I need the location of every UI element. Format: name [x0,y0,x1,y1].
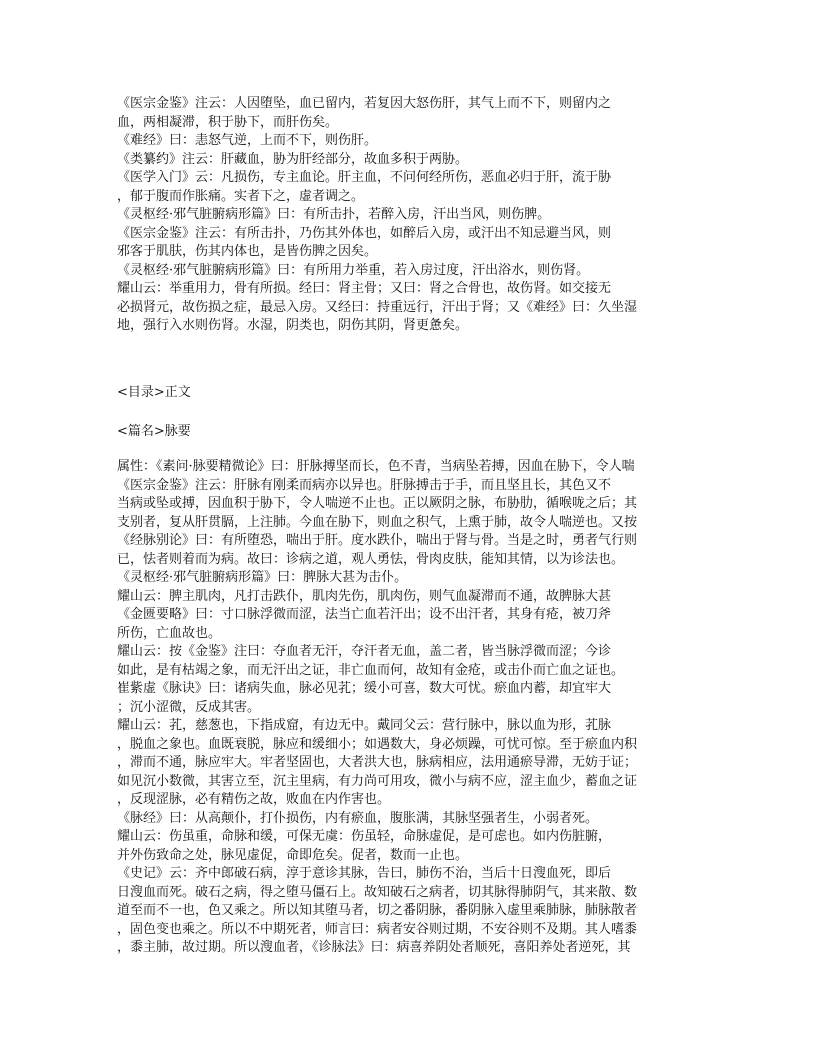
text-line: 耀山云：脾主肌肉，凡打击跌仆，肌肉先伤，肌肉伤，则气血凝滞而不通，故脾脉大甚 [117,588,612,604]
text-line: 《灵枢经·邪气脏腑病形篇》曰：有所用力举重，若入房过度，汗出浴水，则伤肾。 [117,262,590,278]
text-line: 《金匮要略》曰：寸口脉浮微而涩，法当亡血若汗出；设不出汗者，其身有疮，被刀斧 [117,607,612,622]
text-line: 当病或坠或搏，因血积于胁下，令人喘逆不止也。正以厥阴之脉，布胁肋，循喉咙之后；其 [117,496,638,511]
text-line: 如此，是有枯竭之象，而无汗出之证，非亡血而何，故知有金疮，或击仆而亡血之证也。 [117,662,625,678]
text-line: 邪客于肌肤，伤其内体也，是皆伤脾之因矣。 [117,244,378,259]
text-line: 并外伤致命之处，脉见虚促，命即危矣。促者，数而一止也。 [117,847,469,863]
text-line: 《医宗金鉴》注云：有所击扑，乃伤其外体也，如醉后入房，或汗出不知忌避当风，则 [117,225,612,241]
text-line: 耀山云：按《金鉴》注曰：夺血者无汗，夺汗者无血，盖二者，皆当脉浮微而涩；今诊 [117,644,612,659]
text-line: 《灵枢经·邪气脏腑病形篇》曰：有所击扑，若醉入房，汗出当风，则伤脾。 [117,207,551,222]
text-line: 道至而不一也，色又乘之。所以知其堕马者，切之番阴脉，番阴脉入虚里乘肺脉，肺脉散者 [117,903,638,918]
text-line: 《医宗金鉴》注云：肝脉有刚柔而病亦以异也。肝脉搏击于手，而且坚且长，其色又不 [117,477,612,493]
text-block-injury-causes [117,95,717,336]
text-line: 《医宗金鉴》注云：人因堕坠，血已留内，若复因大怒伤肝，其气上而不下，则留内之 [117,96,612,111]
text-line: 《经脉别论》曰：有所堕恐，喘出于肝。度水跌仆，喘出于肾与骨。当是之时，勇者气行则 [117,533,638,548]
toc-label: <目录>正文 [117,385,191,400]
text-line: 《脉经》曰：从高颠仆，打仆损伤，内有瘀血，腹胀满，其脉坚强者生，小弱者死。 [117,810,599,826]
text-line: ；沉小涩微，反成其害。 [117,699,261,715]
text-line: 耀山云：举重用力，骨有所损。经曰：肾主骨；又曰：肾之合骨也，故伤肾。如交接无 [117,281,612,296]
text-line: 如见沉小数微，其害立至，沉主里病，有力尚可用攻，微小与病不应，涩主血少，蓄血之证 [117,773,638,789]
text-line: 必损肾元，故伤损之症，最忌入房。又经曰：持重远行，汗出于肾；又《难经》曰：久坐湿 [117,299,638,315]
text-line: ，固色变也乘之。所以不中期死者，师言曰：病者安谷则过期，不安谷则不及期。其人嗜黍 [117,921,638,937]
text-line: 属性：《素问·脉要精微论》曰：肝脉搏坚而长，色不青，当病坠若搏，因血在胁下，令人喘 [117,459,635,474]
text-line: 地，强行入水则伤肾。水湿，阴类也，阴伤其阴，肾更惫矣。 [117,318,469,333]
text-line: ，滞而不通，脉应牢大。牢者坚固也，大者洪大也，脉病相应，法用通瘀导滞，无妨于证； [117,755,638,770]
chapter-title: <篇名>脉要 [117,424,191,439]
text-line: 已，怯者则着而为病。故曰：诊病之道，观人勇怯，骨肉皮肤，能知其情，以为诊法也。 [117,551,625,567]
text-line: 《医学入门》云：凡损伤，专主血论。肝主血，不问何经所伤，恶血必归于肝，流于胁 [117,170,612,185]
text-line: 《灵枢经·邪气脏腑病形篇》曰：脾脉大甚为击仆。 [117,570,408,585]
text-line: 支别者，复从肝贯膈，上注肺。今血在胁下，则血之积气，上熏于肺，故令人喘逆也。又按 [117,514,638,530]
text-line: 《难经》曰：恚怒气逆，上而不下，则伤肝。 [117,133,378,148]
text-line: 《史记》云：齐中郎破石病，淳于意诊其脉，告曰，肺伤不治，当后十日溲血死，即后 [117,866,612,881]
text-line: 耀山云：伤虽重，命脉和缓，可保无虞：伤虽轻，命脉虚促，是可虑也。如内伤脏腑， [117,829,612,844]
text-line: ，脱血之象也。血既衰脱，脉应和缓细小；如遇数大，身必烦躁，可忧可惊。至于瘀血内积 [117,736,638,752]
text-line: 耀山云：芤，慈葱也，下指成窟，有边无中。戴同父云：营行脉中，脉以血为形，芤脉 [117,718,612,733]
text-line: 崔紫虚《脉诀》曰：诸病失血，脉必见芤；缓小可喜，数大可忧。瘀血内蓄，却宜牢大 [117,681,612,696]
text-line: 血，两相凝滞，积于胁下，而肝伤矣。 [117,114,339,130]
text-line: ，反现涩脉，必有精伤之故，败血在内作害也。 [117,792,391,807]
text-line: 《类纂约》注云：肝藏血，胁为肝经部分，故血多积于两胁。 [117,151,469,167]
text-line: 日溲血而死。破石之病，得之堕马僵石上。故知破石之病者，切其脉得肺阴气，其来散、数 [117,884,638,900]
text-line: ，郁于腹而作胀痛。实者下之，虚者调之。 [117,188,365,204]
text-line: ，黍主肺，故过期。所以溲血者，《诊脉法》曰：病喜养阴处者顺死，喜阳养处者逆死，其 [117,940,631,955]
text-line: 所伤，亡血故也。 [117,625,222,641]
text-block-pulse [117,458,717,958]
